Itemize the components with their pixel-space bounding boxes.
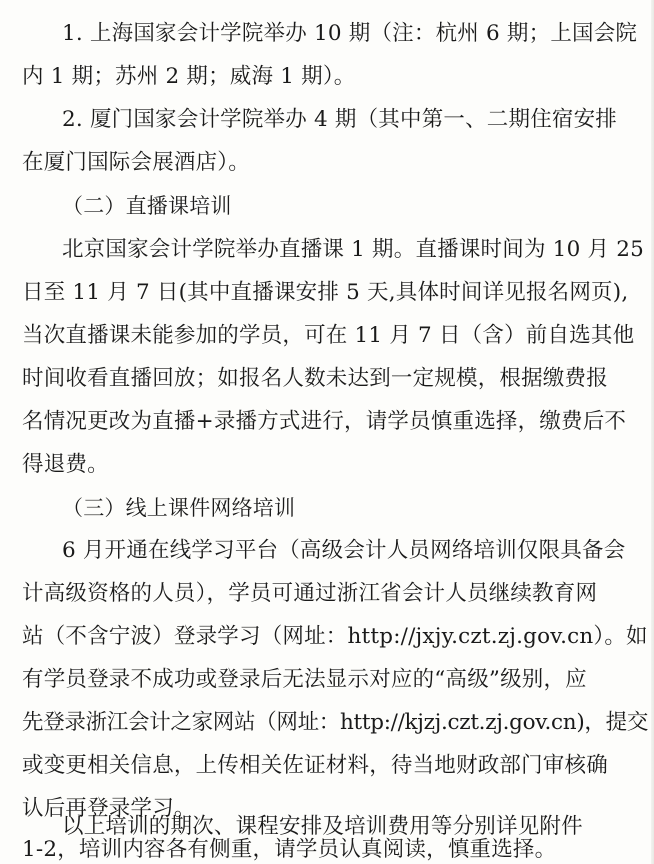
text-line: 日至 11 月 7 日(其中直播课安排 5 天,具体时间详见报名网页),: [22, 280, 629, 305]
text-line: 北京国家会计学院举办直播课 1 期。直播课时间为 10 月 25: [62, 237, 644, 262]
text-line: 名情况更改为直播+录播方式进行，请学员慎重选择，缴费后不: [22, 409, 627, 434]
text-line-url-kjzj: 先登录浙江会计之家网站（网址：http://kjzj.czt.zj.gov.cn)，提交: [22, 710, 649, 735]
text-line: 时间收看直播回放；如报名人数未达到一定规模，根据缴费报: [22, 366, 608, 391]
text-line: 6 月开通在线学习平台（高级会计人员网络培训仅限具备会: [62, 538, 626, 563]
text-line: 以上培训的期次、课程安排及培训费用等分别详见附件: [62, 814, 583, 839]
text-line-url-jxjy: 站（不含宁波）登录学习（网址：http://jxjy.czt.zj.gov.cn）。如: [22, 624, 648, 649]
section-heading-online-courseware: （三）线上课件网络培训: [62, 496, 296, 520]
text-line: 2. 厦门国家会计学院举办 4 期（其中第一、二期住宿安排: [62, 107, 617, 132]
text-line: 或变更相关信息，上传相关佐证材料，待当地财政部门审核确: [22, 753, 608, 778]
text-line: 内 1 期；苏州 2 期；威海 1 期）。: [22, 64, 356, 89]
text-line: 1-2，培训内容各有侧重，请学员认真阅读，慎重选择。: [22, 837, 557, 862]
text-line: 认后再登录学习。: [22, 796, 196, 821]
text-line: 1. 上海国家会计学院举办 10 期（注：杭州 6 期；上国会院: [62, 21, 638, 46]
text-line: 有学员登录不成功或登录后无法显示对应的“高级”级别，应: [22, 667, 587, 692]
text-line: 得退费。: [22, 452, 109, 477]
text-line: 在厦门国际会展酒店）。: [22, 150, 250, 175]
text-line: 当次直播课未能参加的学员，可在 11 月 7 日（含）前自选其他: [22, 323, 635, 348]
section-heading-livestream: （二）直播课培训: [62, 194, 232, 218]
text-line: 计高级资格的人员），学员可通过浙江省会计人员继续教育网: [22, 581, 598, 606]
